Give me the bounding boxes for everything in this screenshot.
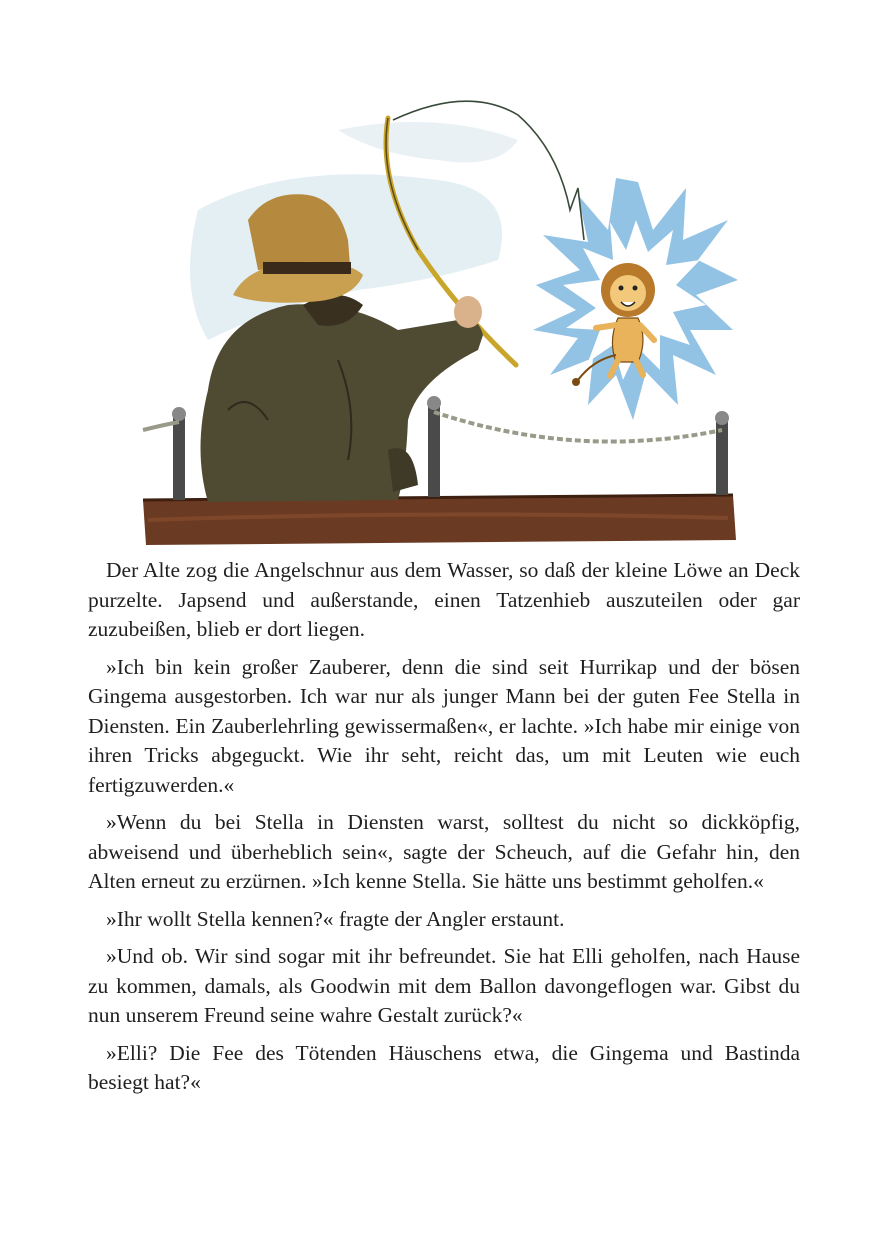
illustration [138, 90, 748, 550]
paragraph: »Ich bin kein großer Zauberer, denn die sind seit Hurrikap und der bösen Gingema ausgestorben. Ich war nur als junger Mann bei der guten Fee Stella in Diensten. Ein Zauberlehrling gewissermaßen«, er lachte. »Ich habe mir einige von ihren Tricks abgeguckt. Wie ihr seht, reicht das, um mit Leuten wie euch fertigzuwerden.« [88, 654, 800, 797]
paragraph: »Wenn du bei Stella in Diensten warst, solltest du nicht so dickköpfig, abweisend und überheblich sein«, sagte der Scheuch, auf die Gefahr hin, den Alten erneut zu erzürnen. »Ich kenne Stella. Sie hätte uns bestimmt geholfen.« [88, 810, 800, 893]
paragraph: Der Alte zog die Angelschnur aus dem Wasser, so daß der kleine Löwe an Deck purzelte. Japsend und außerstande, einen Tatzenhieb auszuteilen oder gar zuzubeißen, blieb er dort liegen. [88, 558, 800, 641]
paragraph: »Ihr wollt Stella kennen?« fragte der Angler erstaunt. [106, 906, 565, 931]
paragraph: »Und ob. Wir sind sogar mit ihr befreundet. Sie hat Elli geholfen, nach Hause zu kommen, damals, als Goodwin mit dem Ballon davongeflogen war. Gibst du nun unserem Freund seine wahre Gestalt zurück?« [88, 944, 800, 1027]
paragraph: »Elli? Die Fee des Tötenden Häuschens etwa, die Gingema und Bastinda besiegt hat?« [88, 1040, 800, 1094]
deck [143, 495, 736, 545]
body-text [88, 556, 800, 1106]
sky-wash-2 [338, 122, 518, 163]
